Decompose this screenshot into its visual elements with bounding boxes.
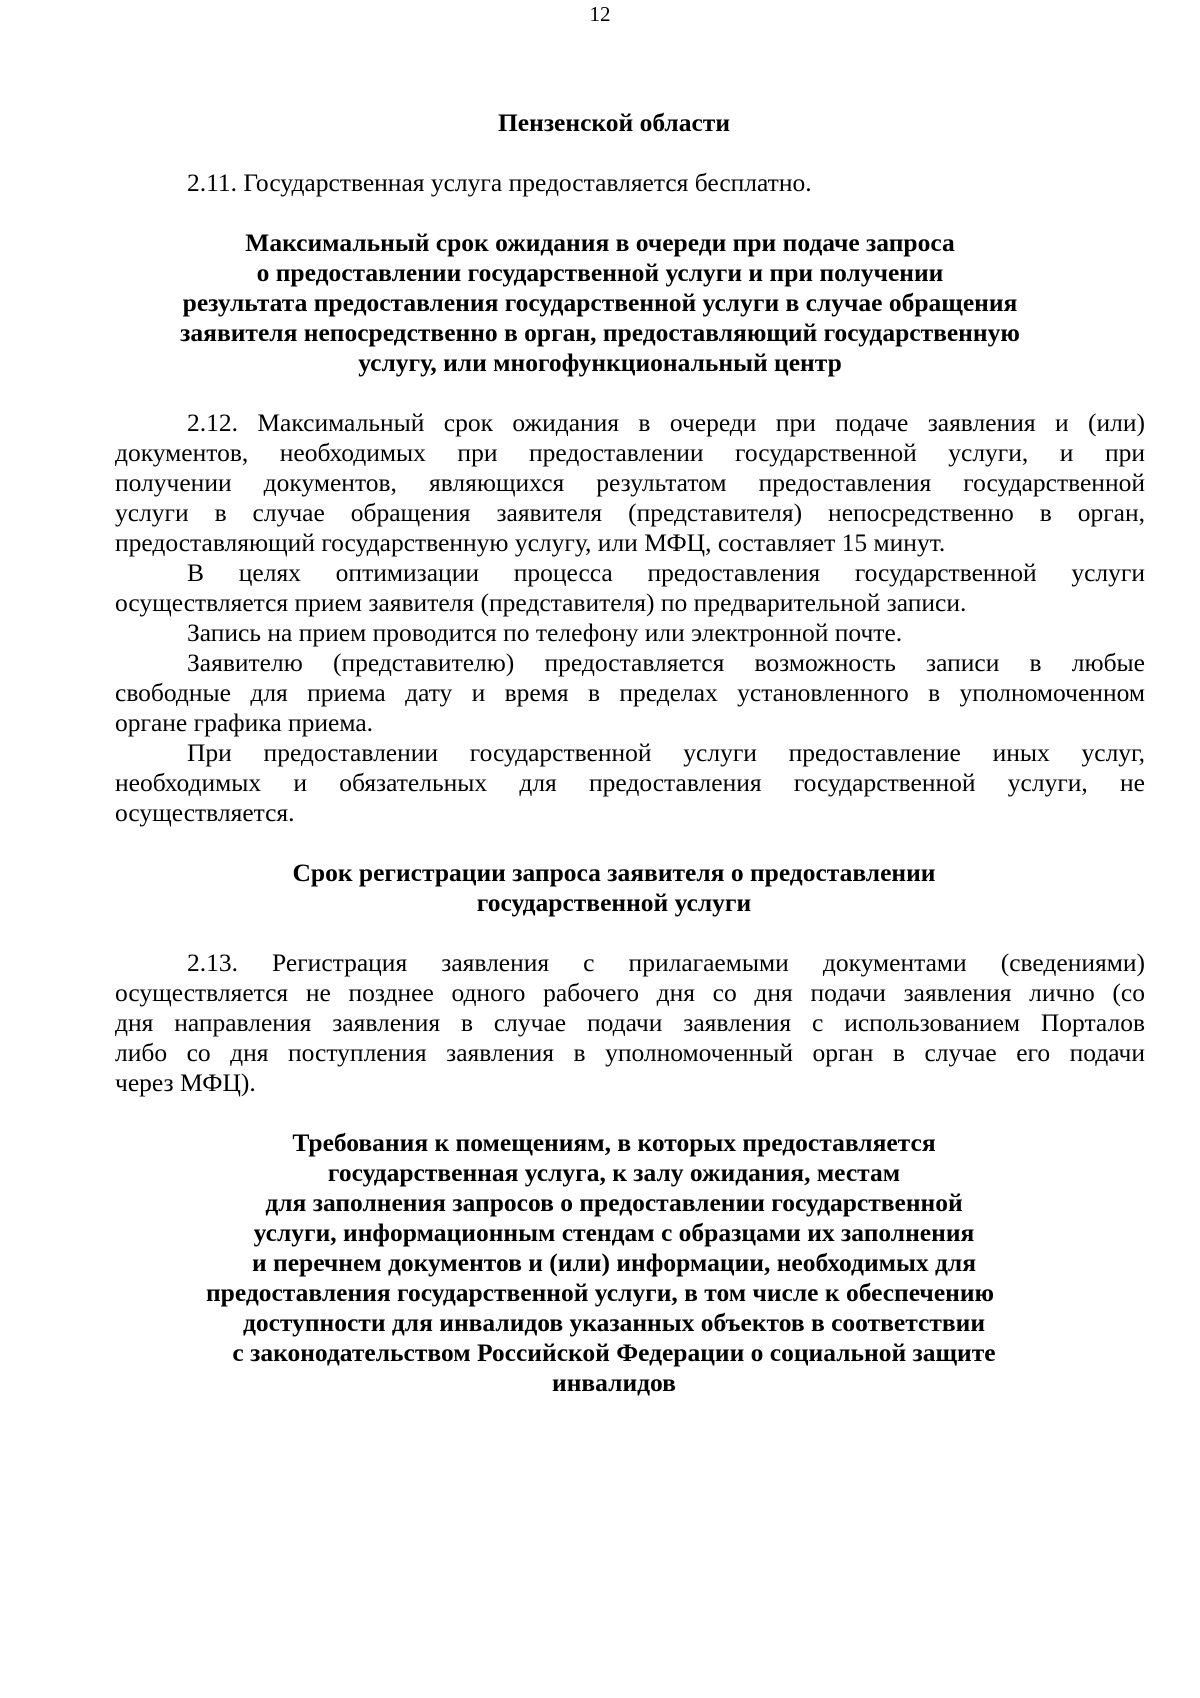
heading-line: заявителя непосредственно в орган, предоставляющий государственную bbox=[180, 318, 1020, 347]
paragraph-line: дня направления заявления в случае подачи заявления с использованием Порталов bbox=[115, 1008, 1145, 1037]
heading-line: Требования к помещениям, в которых предоставляется bbox=[292, 1128, 936, 1157]
heading-line: и перечнем документов и (или) информации, необходимых для bbox=[251, 1248, 977, 1277]
heading-line: результата предоставления государственной услуги в случае обращения bbox=[182, 288, 1018, 317]
heading-line: о предоставлении государственной услуги и при получении bbox=[256, 258, 944, 287]
paragraph-2-11: 2.11. Государственная услуга предоставляется бесплатно. bbox=[187, 168, 812, 197]
paragraph-line: Заявителю (представителю) предоставляется возможность записи в любые bbox=[187, 648, 1145, 677]
paragraph-line: либо со дня поступления заявления в уполномоченный орган в случае его подачи bbox=[115, 1038, 1145, 1067]
paragraph-line: 2.12. Максимальный срок ожидания в очереди при подаче заявления и (или) bbox=[187, 408, 1145, 437]
page-number: 12 bbox=[589, 2, 611, 26]
paragraph-line: получении документов, являющихся результатом предоставления государственной bbox=[115, 468, 1145, 497]
heading-line: инвалидов bbox=[552, 1368, 676, 1397]
heading-line: государственная услуга, к залу ожидания, местам bbox=[327, 1158, 901, 1187]
heading-line: Максимальный срок ожидания в очереди при подаче запроса bbox=[245, 228, 955, 257]
paragraph-line: предоставляющий государственную услугу, или МФЦ, составляет 15 минут. bbox=[115, 528, 946, 557]
heading-line: Срок регистрации запроса заявителя о предоставлении bbox=[292, 858, 936, 887]
heading-line: услуги, информационным стендам с образцами их заполнения bbox=[253, 1218, 975, 1247]
heading-line: услугу, или многофункциональный центр bbox=[358, 348, 842, 377]
paragraph-line: осуществляется не позднее одного рабочего дня со дня подачи заявления лично (со bbox=[115, 978, 1145, 1007]
heading-line: для заполнения запросов о предоставлении государственной bbox=[265, 1188, 963, 1217]
paragraph-line: услуги в случае обращения заявителя (представителя) непосредственно в орган, bbox=[115, 498, 1145, 527]
paragraph-line: осуществляется. bbox=[115, 798, 295, 827]
paragraph-line: необходимых и обязательных для предоставления государственной услуги, не bbox=[115, 768, 1145, 797]
paragraph-line: документов, необходимых при предоставлении государственной услуги, и при bbox=[115, 438, 1145, 467]
heading-line: доступности для инвалидов указанных объектов в соответствии bbox=[242, 1308, 986, 1337]
paragraph-line: через МФЦ). bbox=[115, 1068, 256, 1097]
heading-line: предоставления государственной услуги, в том числе к обеспечению bbox=[205, 1278, 995, 1307]
paragraph-line: При предоставлении государственной услуги предоставление иных услуг, bbox=[187, 738, 1145, 767]
paragraph-line: осуществляется прием заявителя (представителя) по предварительной записи. bbox=[115, 588, 967, 617]
paragraph-record: Запись на прием проводится по телефону или электронной почте. bbox=[187, 618, 903, 647]
section-heading: Пензенской области bbox=[497, 108, 731, 137]
heading-line: государственной услуги bbox=[476, 888, 752, 917]
paragraph-line: органе графика приема. bbox=[115, 708, 374, 737]
heading-line: с законодательством Российской Федерации о социальной защите bbox=[232, 1338, 996, 1367]
paragraph-line: В целях оптимизации процесса предоставления государственной услуги bbox=[187, 558, 1145, 587]
paragraph-line: свободные для приема дату и время в пределах установленного в уполномоченном bbox=[115, 678, 1145, 707]
paragraph-line: 2.13. Регистрация заявления с прилагаемыми документами (сведениями) bbox=[187, 948, 1145, 977]
